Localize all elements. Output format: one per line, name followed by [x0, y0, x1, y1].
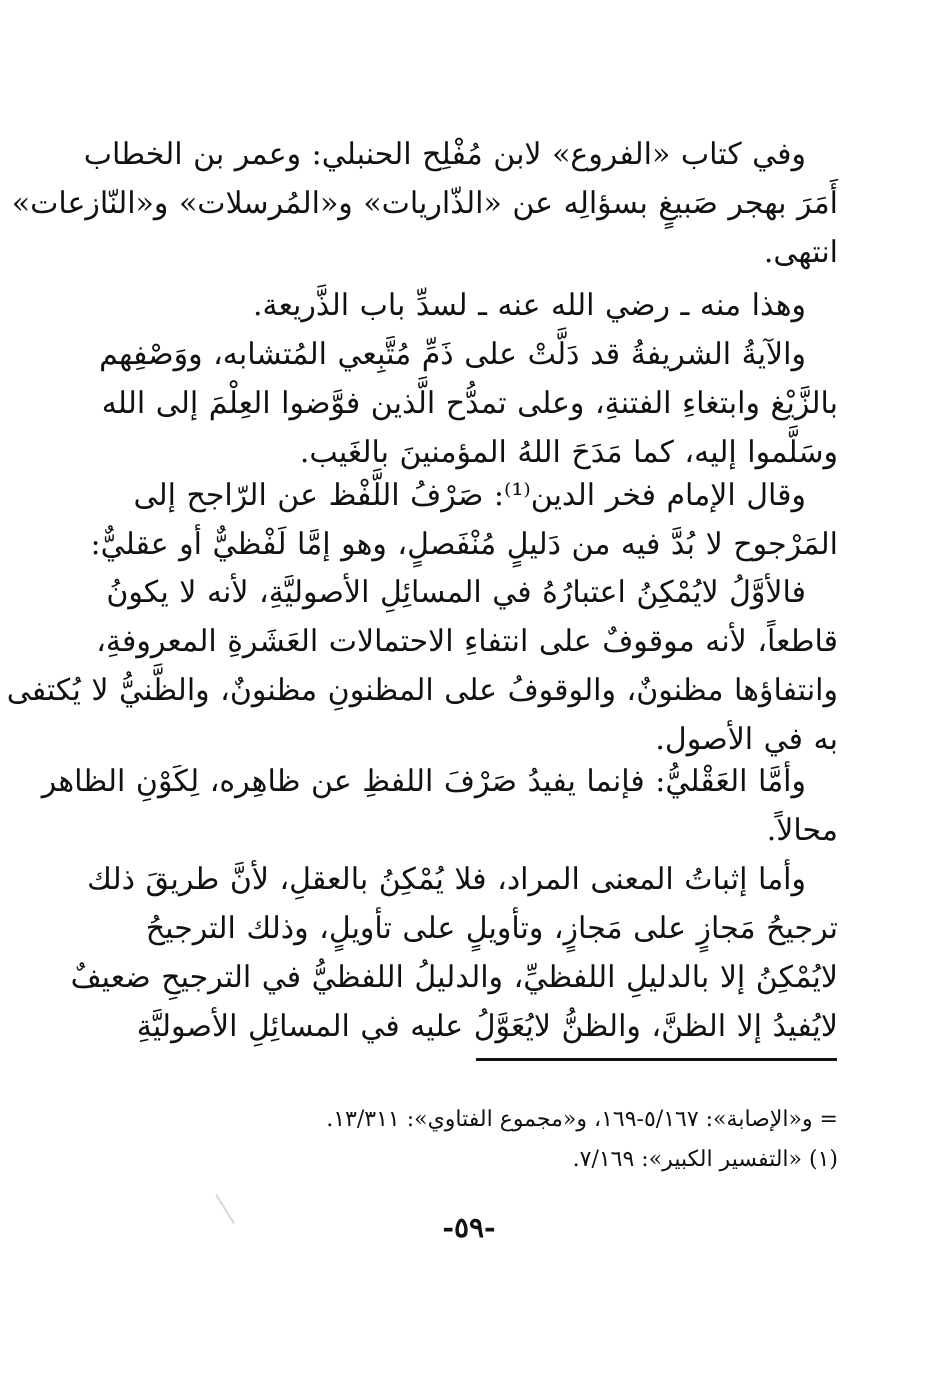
paragraph-closing-the-means [158, 281, 838, 330]
text-line: وفي كتاب «الفروع» لابن مُفْلِح الحنبلي: وعمر بن الخطاب [83, 137, 806, 172]
paragraph-rational-evidence [41, 757, 838, 855]
footnote-separator [476, 1058, 837, 1061]
paragraph-intended-meaning [70, 855, 838, 1051]
text-line: فالأوَّلُ لايُمْكِنُ اعتبارُهُ في المسائِلِ الأصوليَّةِ، لأنه لا يكونُ [106, 575, 806, 610]
text-line: وقال الإمام فخر الدين⁽¹⁾: صَرْفُ اللَّفْظ عن الرّاجح إلى [133, 478, 806, 513]
text-line: لايُمْكِنُ إلا بالدليلِ اللفظيِّ، والدليلُ اللفظيُّ في الترجيحِ ضعيفٌ [70, 960, 838, 995]
text-line: المَرْجوح لا بُدَّ فيه من دَليلٍ مُنْفَصلٍ، وهو إمَّا لَفْظيٌّ أو عقليٌّ: [90, 527, 838, 562]
paragraph-furu-quote [11, 130, 838, 277]
text-line: وهذا منه ـ رضي الله عنه ـ لسدِّ باب الذَّريعة. [252, 288, 806, 323]
footnote-continuation: = و«الإصابة»: ٥/١٦٧-١٦٩، و«مجموع الفتاوي»: ١٣/٣١١. [326, 1107, 838, 1132]
text-line: وأما إثباتُ المعنى المراد، فلا يُمْكِنُ بالعقلِ، لأنَّ طريقَ ذلك [87, 862, 806, 897]
text-line: أَمَرَ بهجر صَبيغٍ بسؤالِه عن «الذّاريات» و«المُرسلات» و«النّازعات» [11, 186, 838, 221]
footnote-1: (١) «التفسير الكبير»: ٧/١٦٩. [572, 1147, 838, 1172]
paragraph-verse-commentary [99, 330, 838, 477]
text-line: لايُفيدُ إلا الظنَّ، والظنُّ لايُعَوَّلُ عليه في المسائِلِ الأصوليَّةِ [136, 1009, 838, 1044]
text-line: انتهى. [763, 235, 838, 270]
footnotes [158, 1100, 838, 1180]
text-line: قاطعاً، لأنه موقوفٌ على انتفاءِ الاحتمالات العَشَرةِ المعروفةِ، [96, 624, 838, 659]
text-line: والآيةُ الشريفةُ قد دَلَّتْ على ذَمِّ مُتَّبِعي المُتشابه، ووَصْفِهم [99, 337, 806, 372]
text-line: وانتفاؤها مظنونٌ، والوقوفُ على المظنونِ مظنونٌ، والظَّنيُّ لا يُكتفى [6, 673, 838, 708]
text-line: وسَلَّموا إليه، كما مَدَحَ اللهُ المؤمنينَ بالغَيب. [299, 435, 838, 470]
paragraph-first-verbal-evidence [6, 568, 838, 764]
text-line: بالزَّيْغ وابتغاءِ الفتنةِ، وعلى تمدُّح الَّذين فوَّضوا العِلْمَ إلى الله [101, 386, 838, 421]
scan-mark [215, 1194, 235, 1224]
page-number: -٥٩- [442, 1211, 496, 1244]
text-line: ترجيحُ مَجازٍ على مَجازٍ، وتأويلٍ على تأويلٍ، وذلك الترجيحُ [145, 911, 838, 946]
text-line: به في الأصول. [655, 722, 838, 757]
text-line: محالاً. [766, 813, 838, 848]
text-line: وأمَّا العَقْليُّ: فإنما يفيدُ صَرْفَ اللفظِ عن ظاهِره، لِكَوْنِ الظاهر [41, 764, 806, 799]
paragraph-fakhr-al-din-quote [90, 471, 838, 569]
